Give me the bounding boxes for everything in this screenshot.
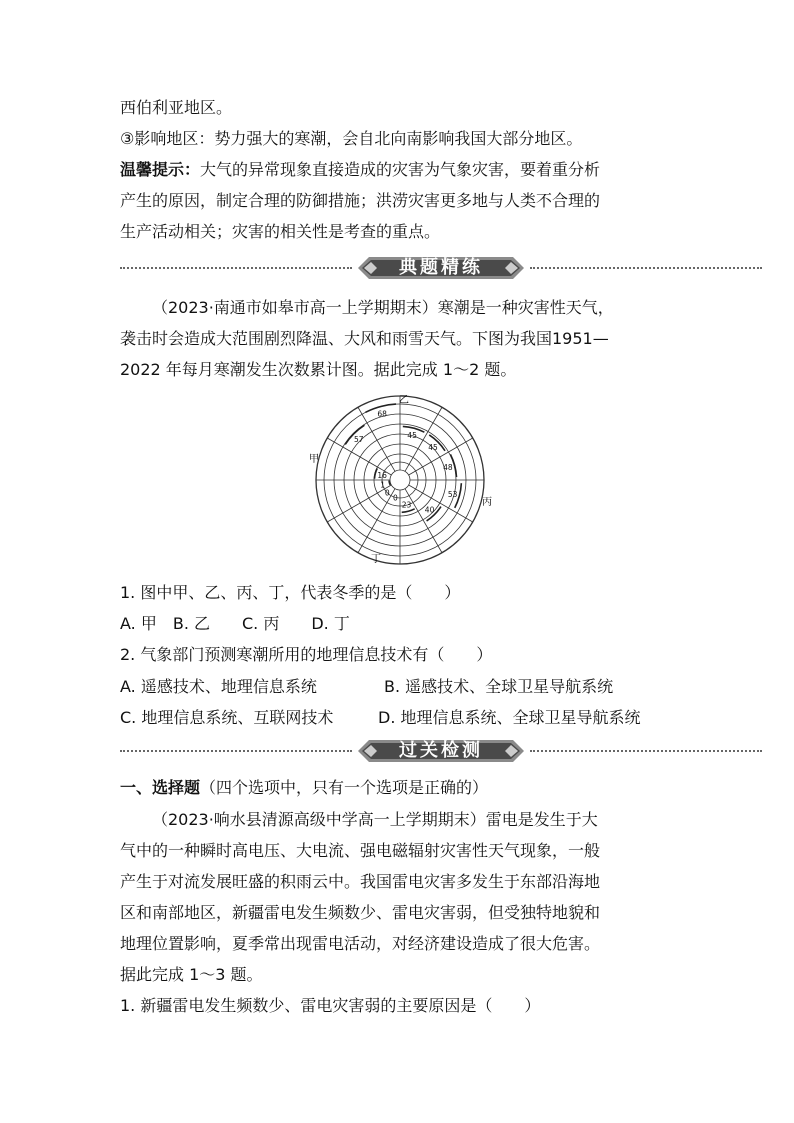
chart-value-label: 57 (353, 434, 364, 444)
chart-spoke (327, 485, 391, 522)
tip-line: 生产活动相关；灾害的相关性是考查的重点。 (120, 222, 441, 241)
option-a: A. 遥感技术、地理信息系统 (120, 677, 317, 696)
chart-value-label: 68 (377, 409, 387, 419)
passage-line: 地理位置影响，夏季常出现雷电活动，对经济建设造成了很大危害。 (120, 934, 601, 953)
chart-value-label: 45 (407, 430, 417, 440)
chart-spokes (316, 396, 484, 564)
question-options: A. 甲 B. 乙 C. 丙 D. 丁 (120, 614, 350, 633)
question-stem: 2. 气象部门预测寒潮所用的地理信息技术有（ ） (120, 645, 493, 664)
passage-line: 据此完成 1～3 题。 (120, 965, 263, 984)
chart-value-label: 1 (380, 480, 386, 490)
tip-line: 产生的原因，制定合理的防御措施；洪涝灾害更多地与人类不合理的 (120, 191, 601, 210)
label-bing: 丙 (482, 497, 492, 508)
question-stem: 1. 新疆雷电发生频数少、雷电灾害弱的主要原因是（ ） (120, 996, 541, 1015)
tip-label: 温馨提示 (120, 160, 185, 179)
question-intro: 袭击时会造成大范围剧烈降温、大风和雨雪天气。下图为我国1951— (120, 329, 609, 348)
chart-spoke (409, 485, 473, 522)
text-line: ③影响地区：势力强大的寒潮，会自北向南影响我国大部分地区。 (120, 129, 583, 148)
chart-value-label: 53 (447, 490, 458, 500)
label-jia: 甲 (309, 454, 319, 465)
banner-title: 典题精练 (399, 257, 483, 278)
label-yi: 乙 (399, 395, 409, 406)
banner-title: 过关检测 (399, 740, 483, 761)
option-b: B. 遥感技术、全球卫星导航系统 (384, 677, 614, 696)
chart-value-label: 16 (377, 471, 387, 481)
label-ding: 丁 (371, 554, 381, 565)
chart-value-label: 0 (384, 488, 390, 498)
question-intro: 2022 年每月寒潮发生次数累计图。据此完成 1～2 题。 (120, 360, 517, 379)
passage-line: 区和南部地区，新疆雷电发生频数少、雷电灾害弱，但受独特地貌和 (120, 903, 601, 922)
passage-line: （2023·响水县清源高级中学高一上学期期末）雷电是发生于大 (152, 810, 598, 829)
chart-spoke (358, 489, 395, 553)
chart-ring (390, 470, 410, 490)
section-note: （四个选项中，只有一个选项是正确的） (200, 778, 489, 797)
cold-wave-radial-chart (300, 390, 500, 570)
chart-value-label: 23 (401, 500, 412, 510)
chart-value-label: 40 (424, 505, 435, 515)
section-banner (120, 253, 762, 283)
option-c: C. 地理信息系统、互联网技术 (120, 708, 334, 727)
chart-value-label: 48 (443, 463, 453, 473)
passage-line: 气中的一种瞬时高电压、大电流、强电磁辐射灾害性天气现象，一般 (120, 841, 601, 860)
chart-value-label: 45 (428, 442, 438, 452)
passage-line: 产生于对流发展旺盛的积雨云中。我国雷电灾害多发生于东部沿海地 (120, 872, 601, 891)
option-d: D. 地理信息系统、全球卫星导航系统 (378, 708, 641, 727)
question-stem: 1. 图中甲、乙、丙、丁，代表冬季的是（ ） (120, 583, 461, 602)
text-line: 西伯利亚地区。 (120, 98, 233, 117)
tip-text: 大气的异常现象直接造成的灾害为气象灾害，要着重分析 (200, 160, 601, 179)
tip-line: 温馨提示：大气的异常现象直接造成的灾害为气象灾害，要着重分析 (120, 160, 601, 179)
question-intro: （2023·南通市如皋市高一上学期期末）寒潮是一种灾害性天气， (152, 298, 614, 317)
chart-spoke (409, 438, 473, 475)
section-heading: 一、选择题 (120, 778, 201, 797)
chart-value-label: 0 (392, 493, 398, 503)
section-banner (120, 736, 762, 766)
section-heading-line (120, 778, 488, 798)
chart-spoke (405, 489, 442, 553)
